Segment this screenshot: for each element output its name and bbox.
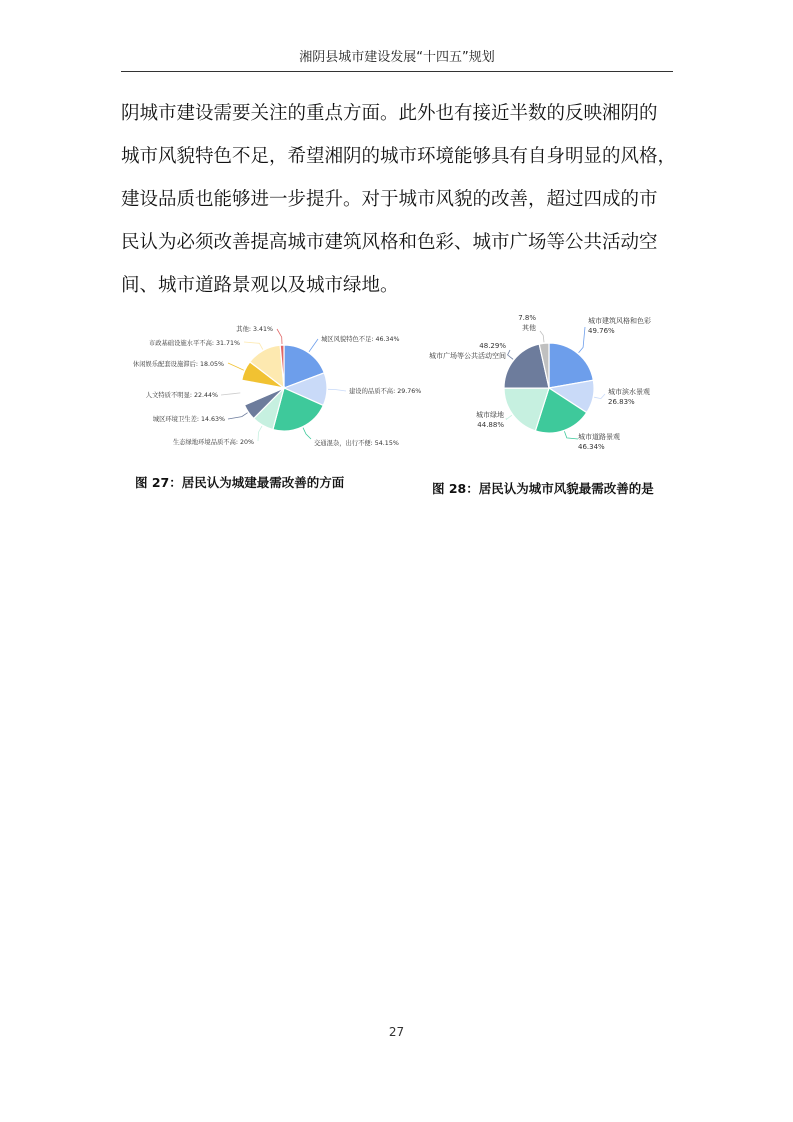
leader-line	[228, 413, 248, 419]
leader-line	[594, 394, 605, 399]
figure-27-caption: 图 27：居民认为城建最需改善的方面	[135, 475, 345, 490]
text-line: 建设品质也能够进一步提升。对于城市风貌的改善，超过四成的市	[121, 189, 658, 210]
slice-label: 44.88%	[477, 421, 504, 429]
slice-label: 交通混杂，出行不便: 54.15%	[314, 440, 399, 447]
slice-label: 城市滨水景观	[608, 388, 650, 396]
page-number: 27	[388, 1025, 405, 1039]
leader-line	[508, 350, 513, 359]
slice-label: 其他	[522, 324, 536, 332]
text-line: 民认为必须改善提高城市建筑风格和色彩、城市广场等公共活动空	[121, 232, 658, 253]
text-line: 间、城市道路景观以及城市绿地。	[121, 275, 399, 296]
slice-label: 其他: 3.41%	[236, 326, 273, 333]
running-header: 湘阴县城市建设发展“十四五”规划	[299, 50, 495, 65]
pie-chart-city-style	[420, 306, 700, 466]
leader-line	[221, 393, 240, 395]
slice-label: 城区风貌特色不足: 46.34%	[321, 336, 400, 343]
slice-label: 46.34%	[578, 443, 605, 451]
slice-label: 48.29%	[479, 342, 506, 350]
leader-line	[228, 363, 244, 370]
leader-line	[277, 329, 282, 344]
slice-label: 人文特质不明显: 22.44%	[145, 392, 218, 399]
slice-label: 7.8%	[518, 314, 536, 322]
slice-label: 城市建筑风格和色彩	[588, 317, 651, 325]
leader-line	[303, 428, 311, 439]
slice-label: 生态绿地环境品质不高: 20%	[172, 439, 254, 446]
pie-chart-city-construction	[118, 315, 422, 465]
figure-28-caption: 图 28：居民认为城市风貌最需改善的是	[432, 481, 654, 496]
text-line: 阴城市建设需要关注的重点方面。此外也有接近半数的反映湘阴的	[121, 103, 658, 124]
slice-label: 建设的品质不高: 29.76%	[349, 388, 422, 395]
leader-line	[328, 389, 346, 391]
leader-line	[506, 415, 512, 419]
leader-line	[309, 339, 318, 352]
leader-line	[564, 431, 578, 439]
slice-label: 城市绿地	[476, 411, 504, 419]
slice-label: 26.83%	[608, 398, 635, 406]
body-paragraph	[121, 92, 681, 307]
leader-line	[579, 327, 585, 353]
header-rule	[121, 71, 673, 72]
pie-chart-1-svg	[118, 315, 422, 465]
slice-label: 休闲娱乐配套设施滞后: 18.05%	[132, 361, 224, 368]
slice-label: 城区环境卫生差: 14.63%	[152, 416, 225, 423]
text-line: 城市风貌特色不足，希望湘阴的城市环境能够具有自身明显的风格，	[121, 146, 677, 167]
leader-line	[258, 426, 262, 441]
leader-line	[244, 342, 263, 350]
slice-label: 市政基础设施水平不高: 31.71%	[148, 340, 240, 347]
pie-chart-2-svg	[420, 306, 700, 466]
slice-label: 城市道路景观	[578, 433, 620, 441]
leader-line	[540, 331, 544, 342]
slice-label: 49.76%	[588, 327, 615, 335]
slice-label: 城市广场等公共活动空间	[429, 352, 506, 360]
